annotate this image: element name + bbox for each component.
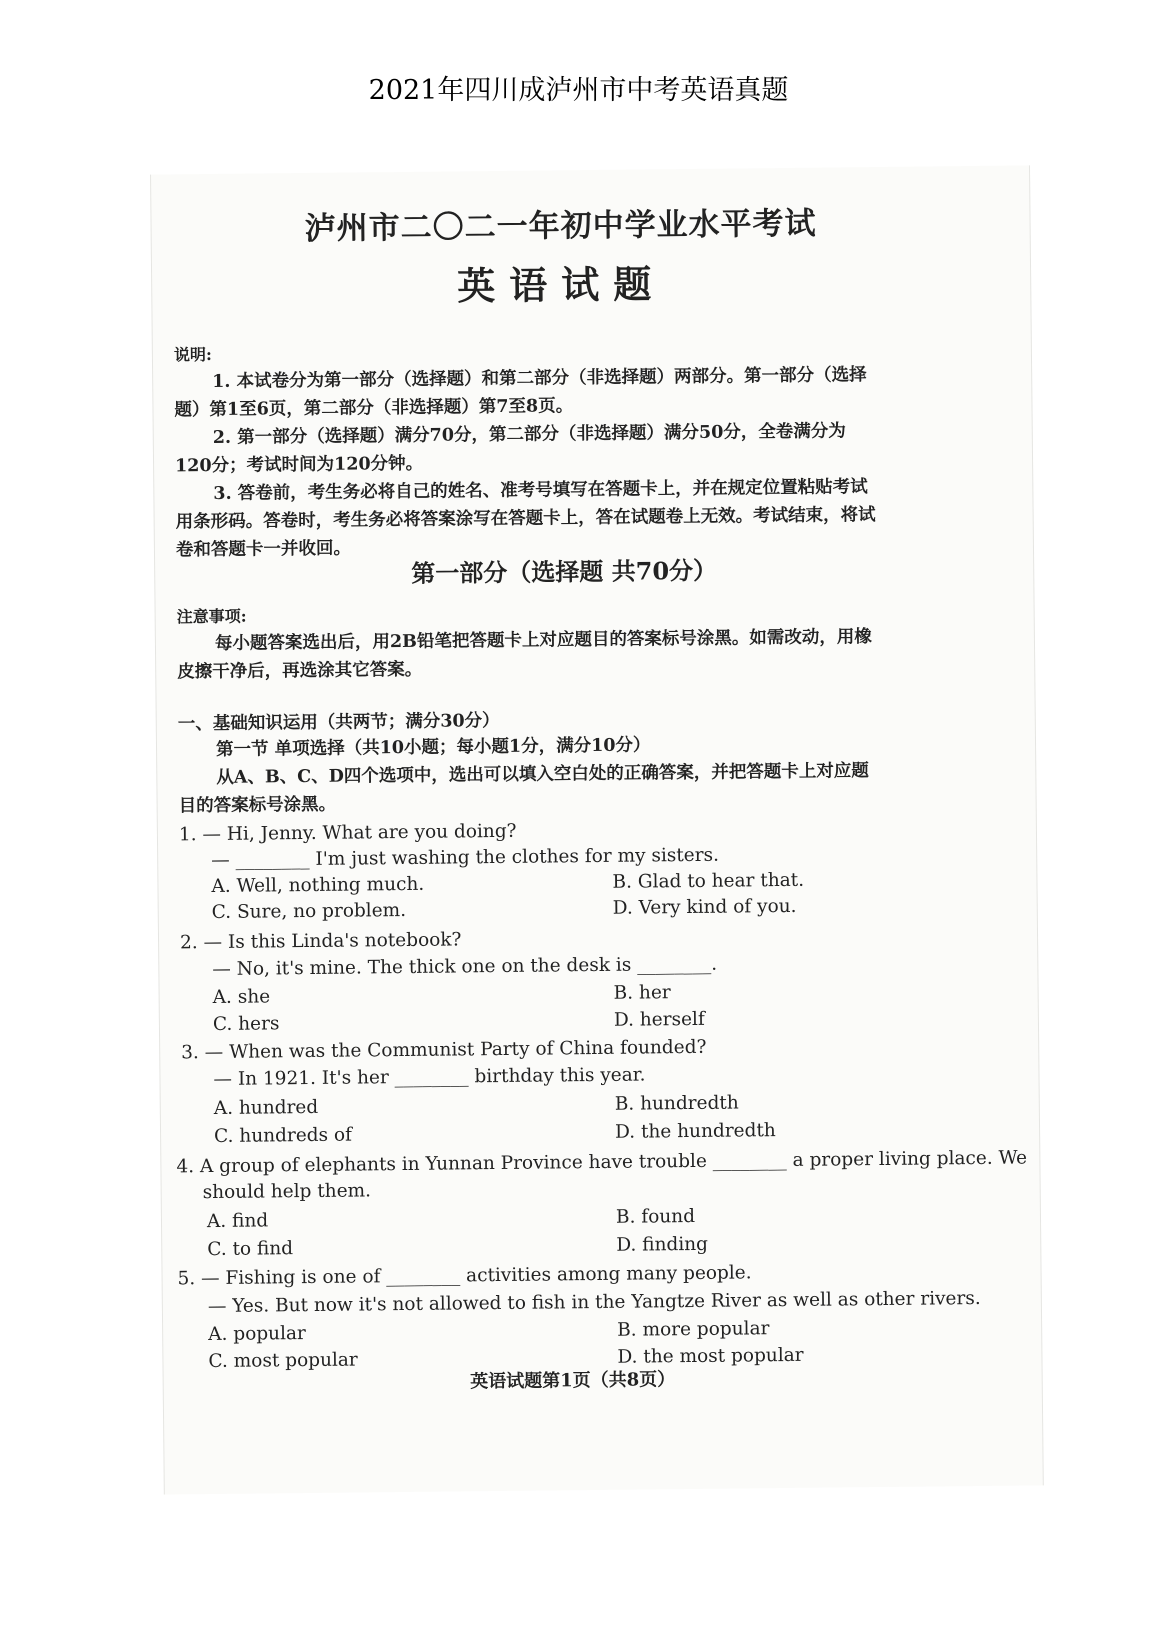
section-direction-2: 目的答案标号涂黑。 [178, 794, 337, 817]
section-sub-heading: 第一节 单项选择（共10小题；每小题1分，满分10分） [215, 735, 651, 760]
question-4-option-a: A. find [206, 1210, 269, 1233]
notice-label: 注意事项: [176, 606, 247, 627]
question-2-option-d: D. herself [613, 1008, 705, 1031]
question-4-line-1: 4. A group of elephants in Yunnan Province have trouble ________ a proper living place. We [176, 1147, 1028, 1178]
question-5-option-a: A. popular [208, 1323, 306, 1346]
instruction-line-2: 题）第1至6页，第二部分（非选择题）第7至8页。 [174, 396, 574, 421]
question-2-option-a: A. she [212, 986, 271, 1008]
question-5-line-1: 5. — Fishing is one of ________ activities among many people. [177, 1262, 752, 1290]
question-1-option-d: D. Very kind of you. [612, 895, 797, 919]
question-4-option-d: D. finding [616, 1233, 709, 1256]
notice-line-1: 每小题答案选出后，用2B铅笔把答题卡上对应题目的答案标号涂黑。如需改动，用橡 [214, 627, 872, 654]
scanned-exam-page [150, 165, 1044, 1494]
instruction-line-6: 用条形码。答卷时，考生务必将答案涂写在答题卡上，答在试题卷上无效。考试结束，将试 [175, 505, 876, 533]
question-1-option-c: C. Sure, no problem. [211, 899, 407, 924]
page-footer: 英语试题第1页（共8页） [470, 1369, 676, 1393]
question-5-option-c: C. most popular [208, 1349, 358, 1373]
question-1-line-2: — ________ I'm just washing the clothes for my sisters. [211, 844, 720, 872]
question-1-option-b: B. Glad to hear that. [612, 869, 805, 893]
question-5-option-d: D. the most popular [617, 1344, 804, 1368]
exam-title: 泸州市二〇二一年初中学业水平考试 [304, 205, 817, 247]
instructions-label: 说明: [173, 344, 212, 365]
question-1-line-1: 1. — Hi, Jenny. What are you doing? [178, 820, 517, 846]
document-title: 2021年四川成泸州市中考英语真题 [368, 75, 789, 106]
question-1-option-a: A. Well, nothing much. [211, 873, 425, 898]
page-edge-left [150, 175, 165, 1495]
question-4-option-c: C. to find [207, 1238, 294, 1261]
question-3-line-2: — In 1921. It's her ________ birthday this year. [213, 1064, 646, 1090]
instruction-line-7: 卷和答题卡一并收回。 [175, 538, 352, 561]
section-heading: 一、基础知识运用（共两节；满分30分） [177, 710, 500, 735]
instruction-line-1: 1. 本试卷分为第一部分（选择题）和第二部分（非选择题）两部分。第一部分（选择 [212, 365, 867, 392]
section-direction-1: 从A、B、C、D四个选项中，选出可以填入空白处的正确答案，并把答题卡上对应题 [216, 761, 869, 788]
question-5-line-2: — Yes. But now it's not allowed to fish in the Yangtze River as well as other rivers. [207, 1287, 981, 1318]
question-2-line-1: 2. — Is this Linda's notebook? [179, 929, 462, 954]
question-3-option-a: A. hundred [213, 1096, 319, 1119]
instruction-line-3: 2. 第一部分（选择题）满分70分，第二部分（非选择题）满分50分，全卷满分为 [212, 421, 846, 448]
instruction-line-4: 120分；考试时间为120分钟。 [174, 453, 424, 477]
part-one-heading: 第一部分（选择题 共70分） [411, 555, 718, 588]
question-5-option-b: B. more popular [617, 1318, 770, 1341]
question-4-line-2: should help them. [202, 1180, 372, 1204]
instruction-line-5: 3. 答卷前，考生务必将自己的姓名、准考号填写在答题卡上，并在规定位置粘贴考试 [213, 477, 868, 504]
page-edge-right [1029, 165, 1044, 1485]
question-2-option-b: B. her [613, 982, 671, 1004]
notice-line-2: 皮擦干净后，再选涂其它答案。 [177, 659, 423, 683]
question-2-line-2: — No, it's mine. The thick one on the desk is ________. [212, 953, 718, 980]
question-3-option-d: D. the hundredth [614, 1120, 776, 1143]
question-3-line-1: 3. — When was the Communist Party of China founded? [181, 1036, 707, 1064]
question-3-option-b: B. hundredth [614, 1092, 739, 1115]
subject-title: 英语试题 [456, 261, 666, 309]
question-2-option-c: C. hers [212, 1013, 280, 1035]
question-3-option-c: C. hundreds of [213, 1124, 353, 1147]
question-4-option-b: B. found [615, 1205, 696, 1228]
